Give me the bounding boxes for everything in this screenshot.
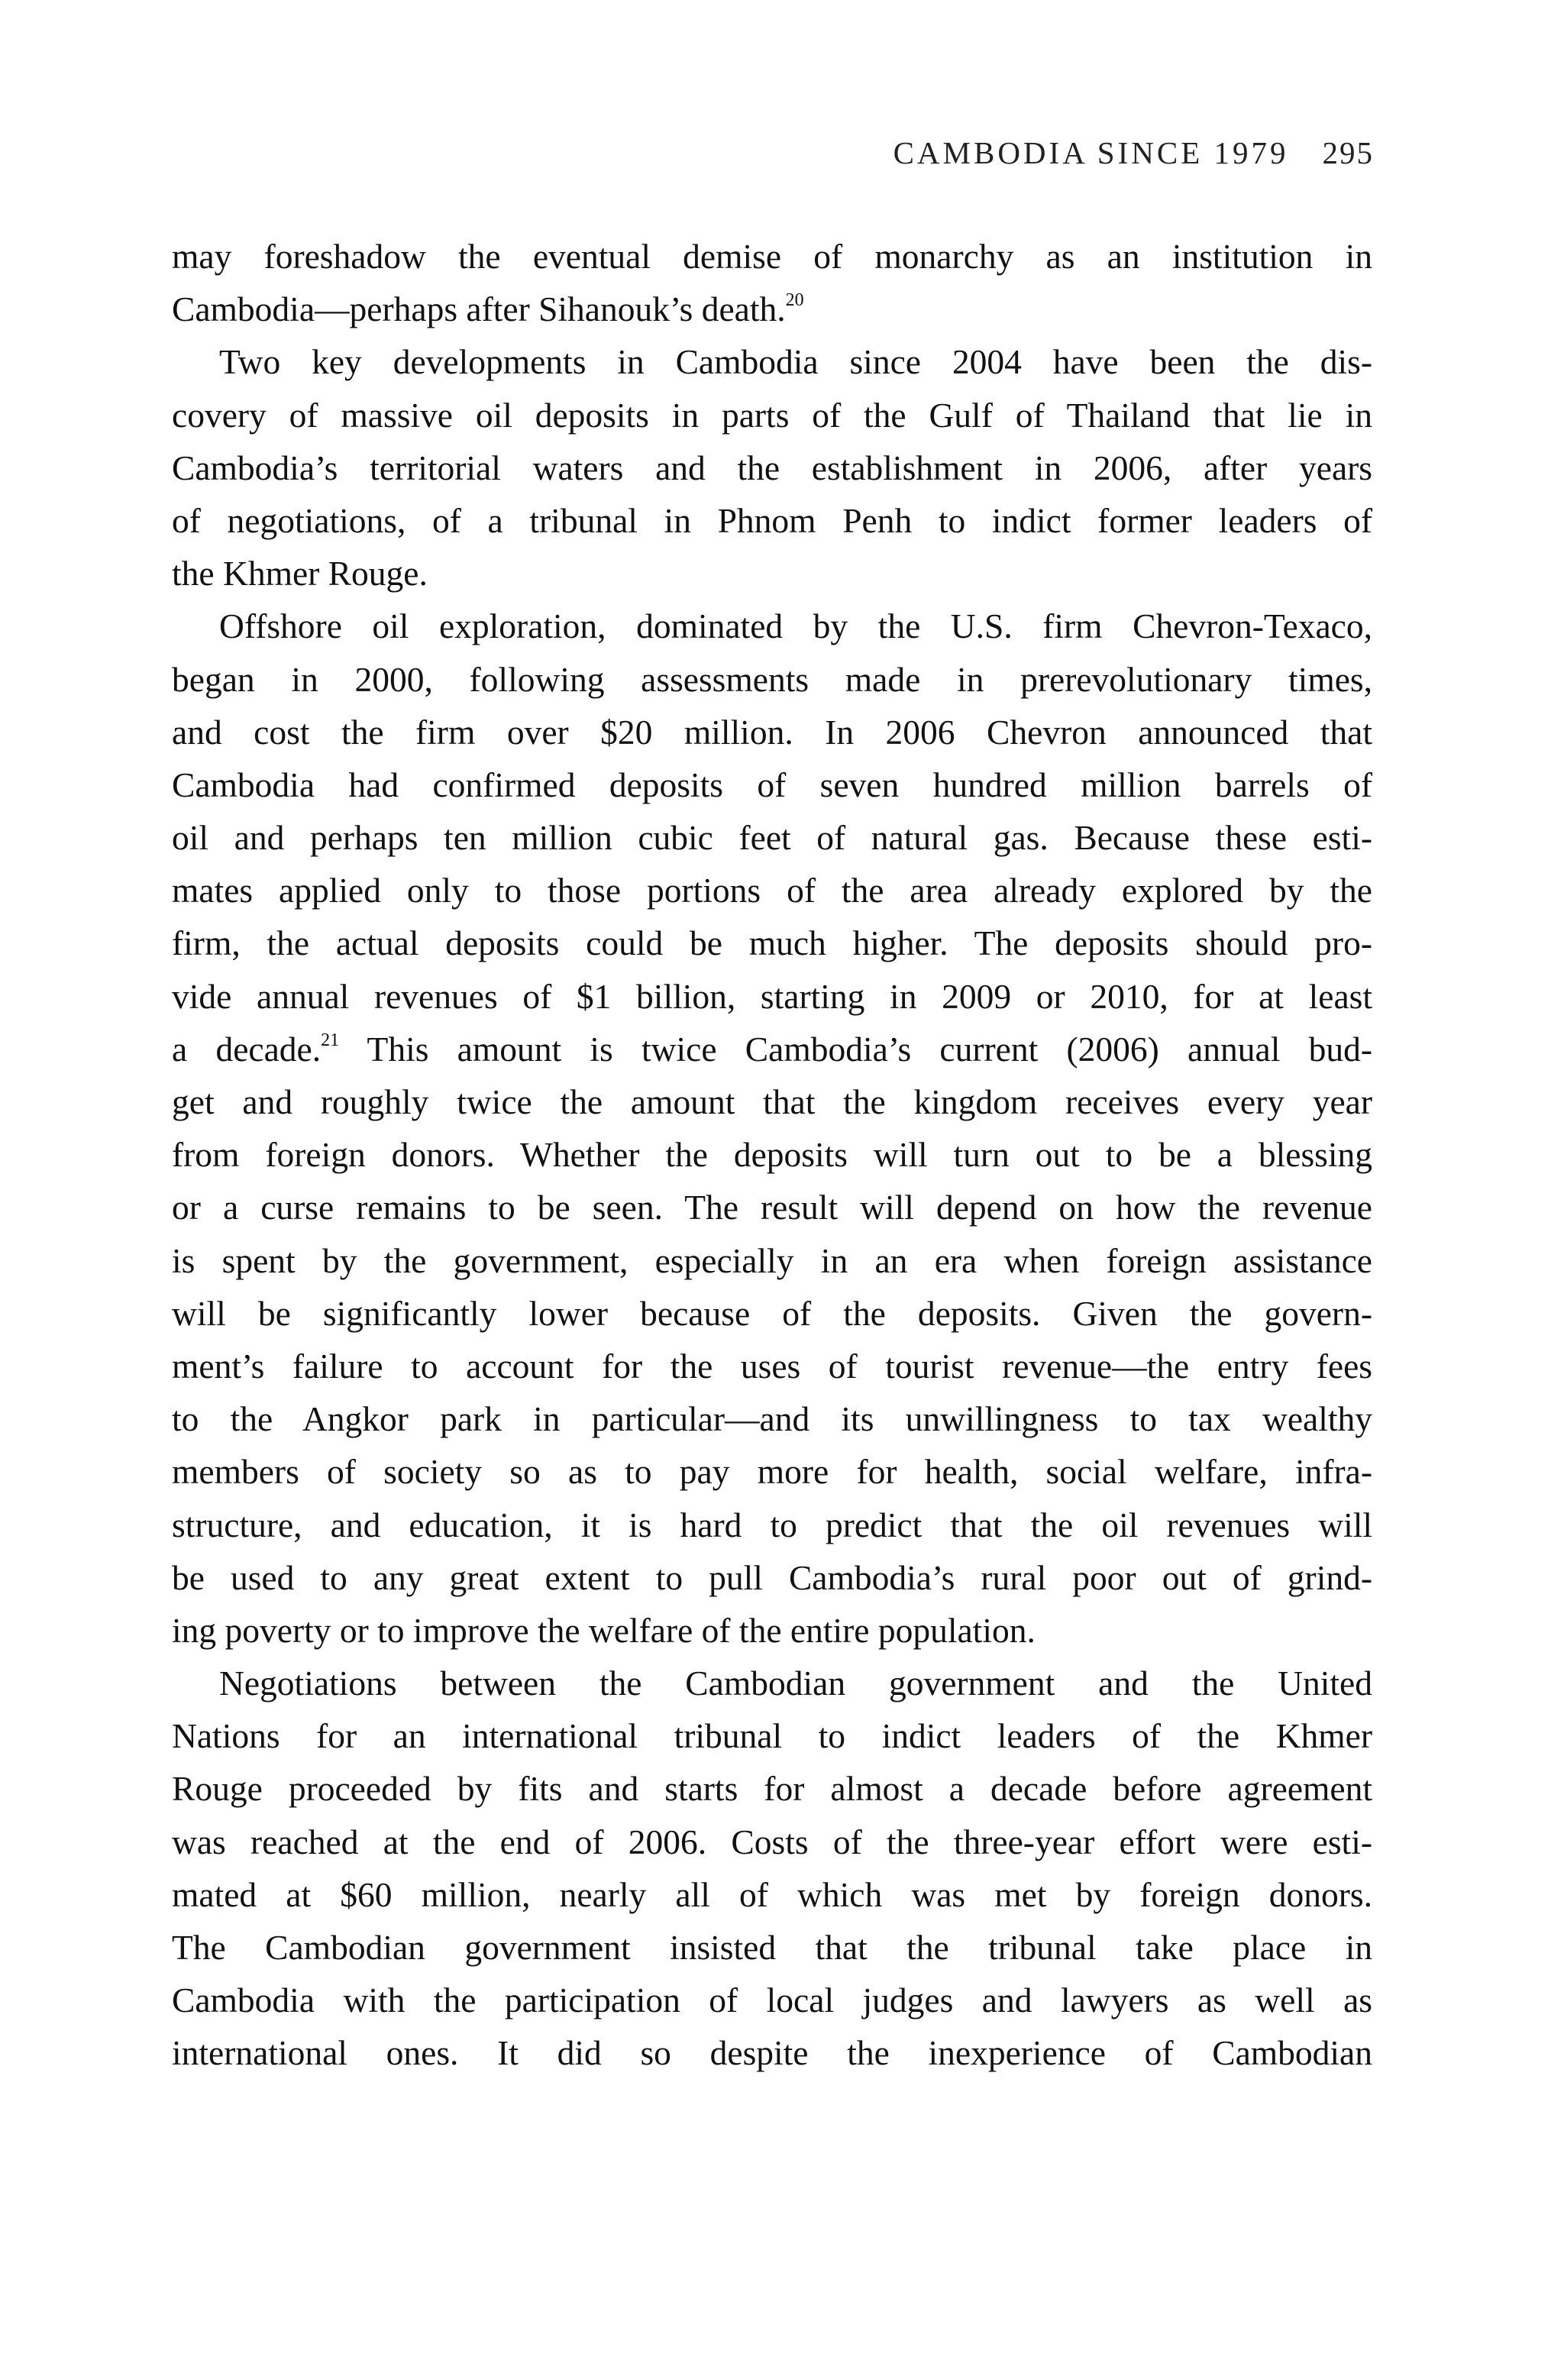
text-line — [172, 1128, 1372, 1181]
line-text: to the Angkor park in particular—and its unwillingness to tax wealthy — [172, 1399, 1372, 1439]
text-line — [172, 1340, 1372, 1392]
running-head — [893, 130, 1374, 176]
line-text: The Cambodian government insisted that the tribunal take place in — [172, 1928, 1372, 1967]
text-line — [172, 864, 1372, 917]
text-line — [172, 389, 1372, 441]
line-text: Cambodia with the participation of local judges and lawyers as well as — [172, 1981, 1372, 2020]
line-text: Nations for an international tribunal to indict leaders of the Khmer — [172, 1716, 1372, 1756]
line-text: may foreshadow the eventual demise of monarchy as an institution in — [172, 237, 1372, 276]
text-line — [172, 1445, 1372, 1498]
text-line — [172, 600, 1372, 652]
text-line — [172, 547, 1372, 600]
text-line — [172, 1709, 1372, 1762]
page-number: 295 — [1322, 135, 1374, 170]
text-line — [172, 230, 1372, 283]
footnote-marker: 20 — [785, 290, 804, 311]
line-text: Rouge proceeded by fits and starts for almost a decade before agreement — [172, 1769, 1372, 1809]
line-text: Offshore oil exploration, dominated by the U.S. firm Chevron-Texaco, — [219, 606, 1372, 646]
paragraph — [172, 335, 1372, 600]
line-text: began in 2000, following assessments made in prerevolutionary times, — [172, 659, 1372, 699]
line-text: get and roughly twice the amount that the kingdom receives every year — [172, 1082, 1372, 1121]
text-line — [172, 706, 1372, 758]
line-text: members of society so as to pay more for health, social welfare, infra- — [172, 1452, 1372, 1492]
line-text: ment’s failure to account for the uses of tourist revenue—the entry fees — [172, 1346, 1372, 1386]
line-text: ing poverty or to improve the welfare of the entire population. — [172, 1610, 1036, 1650]
text-line — [172, 653, 1372, 706]
text-line — [172, 1392, 1372, 1445]
text-line — [172, 2026, 1372, 2079]
line-text-continued: This amount is twice Cambodia’s current (2006) annual bud- — [339, 1029, 1372, 1069]
body-text — [172, 230, 1372, 2080]
line-text: is spent by the government, especially in an era when foreign assistance — [172, 1240, 1372, 1280]
line-text: vide annual revenues of $1 billion, starting in 2009 or 2010, for at least — [172, 976, 1372, 1016]
line-text: the Khmer Rouge. — [172, 554, 428, 593]
line-text: from foreign donors. Whether the deposits will turn out to be a blessing — [172, 1135, 1372, 1175]
text-line — [172, 1974, 1372, 2026]
text-line — [172, 1762, 1372, 1815]
text-line — [172, 1023, 1372, 1075]
line-text: Cambodia—perhaps after Sihanouk’s death. — [172, 289, 786, 329]
text-line — [172, 970, 1372, 1023]
text-line — [172, 1499, 1372, 1551]
line-text: mates applied only to those portions of the area already explored by the — [172, 871, 1372, 910]
line-text: covery of massive oil deposits in parts of the Gulf of Thailand that lie in — [172, 395, 1372, 435]
footnote-marker: 21 — [321, 1030, 340, 1050]
text-line — [172, 1181, 1372, 1234]
text-line — [172, 494, 1372, 547]
line-text: of negotiations, of a tribunal in Phnom Penh to indict former leaders of — [172, 500, 1372, 540]
text-line — [172, 1287, 1372, 1340]
text-line — [172, 758, 1372, 811]
text-line — [172, 811, 1372, 864]
paragraph — [172, 1657, 1372, 2080]
line-text: Cambodia’s territorial waters and the establishment in 2006, after years — [172, 448, 1372, 487]
line-text: Cambodia had confirmed deposits of seven hundred million barrels of — [172, 765, 1372, 804]
text-line — [172, 1921, 1372, 1974]
text-line — [172, 441, 1372, 494]
text-line — [172, 1551, 1372, 1604]
line-text: be used to any great extent to pull Cambodia’s rural poor out of grind- — [172, 1557, 1372, 1597]
text-line — [172, 1868, 1372, 1921]
paragraph — [172, 230, 1372, 335]
line-text: Negotiations between the Cambodian government and the United — [219, 1664, 1372, 1703]
line-text: mated at $60 million, nearly all of which was met by foreign donors. — [172, 1874, 1372, 1914]
line-text: a decade. — [172, 1029, 322, 1069]
line-text: oil and perhaps ten million cubic feet of natural gas. Because these esti- — [172, 818, 1372, 858]
line-text: Two key developments in Cambodia since 2004 have been the dis- — [219, 342, 1372, 382]
line-text: international ones. It did so despite the inexperience of Cambodian — [172, 2033, 1372, 2073]
text-line — [172, 1816, 1372, 1868]
line-text: and cost the firm over $20 million. In 2006 Chevron announced that — [172, 712, 1372, 752]
running-title: CAMBODIA SINCE 1979 — [893, 135, 1289, 170]
line-text: was reached at the end of 2006. Costs of the three-year effort were esti- — [172, 1822, 1372, 1861]
text-line — [172, 1075, 1372, 1128]
text-line — [172, 283, 1372, 335]
line-text: firm, the actual deposits could be much higher. The deposits should pro- — [172, 923, 1372, 963]
text-line — [172, 1657, 1372, 1709]
text-line — [172, 1604, 1372, 1657]
line-text: structure, and education, it is hard to predict that the oil revenues will — [172, 1505, 1372, 1544]
line-text: or a curse remains to be seen. The result will depend on how the revenue — [172, 1188, 1372, 1227]
text-line — [172, 1234, 1372, 1287]
line-text: will be significantly lower because of the deposits. Given the govern- — [172, 1293, 1372, 1333]
text-line — [172, 335, 1372, 388]
paragraph — [172, 600, 1372, 1657]
text-line — [172, 917, 1372, 969]
